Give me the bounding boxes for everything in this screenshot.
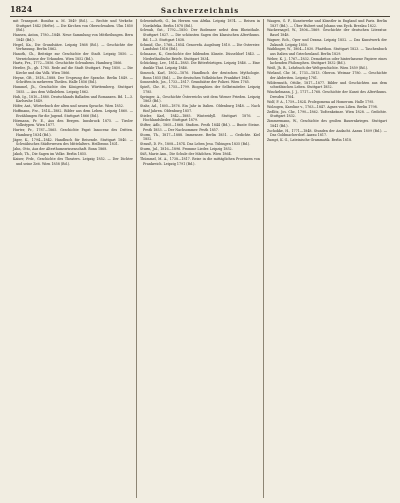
- index-entry: Sturm, Jul., 1816—1896. Fromme Lieder. Leipzig 1852.: [140, 147, 233, 152]
- index-entry: Weiß, Jh. B., Lehrbuch der Weltgeschichte. Wien 1859 (Bd.).: [267, 66, 369, 71]
- index-entry: Winckelmann, J. J., 1717—1768. Geschichte der Kunst des Alterthums. Dresden 1764.: [267, 90, 387, 99]
- index-entry: Wackernagel, W., 1806—1869. Geschichte der deutschen Literatur. Basel 1848.: [267, 28, 387, 38]
- index-entry: Stahr, Ad., 1805—1876. Ein Jahr in Italien. Oldenburg 1848. — Nach fünf Jahren. Oldenburg 1857.: [140, 104, 260, 113]
- index-entry: Schnaase, K., Geschichte der bildenden Künste. Düsseldorf 1843. — Niederländische Briefe. Stuttgart 1834.: [140, 52, 260, 61]
- index-entry: Wagner, Rch., Oper und Drama. Leipzig 1852. — Das Kunstwerk der Zukunft. Leipzig 1850.: [267, 37, 387, 47]
- index-entry: mit Transport. Bonifaz a. M. 1849 (Bd.). — Rechte und Verkehr. Stuttgart 1842 (Hefte). — Die Kirchen von Oberschwaben. Ulm 1850 (Bd.).: [13, 19, 133, 33]
- index-entry: Hub, Ig., 1810—1880. Deutschlands Balladen und Romanzen. Bd. 1—3. Karlsruhe 1849.: [13, 94, 133, 104]
- index-entry: Spieß, Chr. H., 1755—1799. Biographien der Selbstmörder. Leipzig 1785.: [140, 85, 260, 94]
- index-entry: Höfer, Ant., Wörterbuch der alten und neuen Sprache. Wien 1852.: [13, 104, 124, 109]
- index-entry: Stifter, Adb., 1805—1868. Studien. Pesth 1844 (Bd.). — Bunte Steine. Pesth 1853. — Der Nachsommer. Pesth 1857.: [140, 123, 260, 132]
- index-entry: Hörmann, Fr. E., Aus den Bergen. Innsbruck 1875. — Tiroler Volkstypen. Wien 1877.: [13, 118, 133, 128]
- column-3: [263, 19, 390, 498]
- index-entry: Strauß, D. Fr., 1808—1874. Das Leben Jesu. Tübingen 1835 (Bd.).: [140, 142, 251, 147]
- index-entry: Jakob, Th., Die Sagen im Volke. Berlin 1855.: [13, 152, 88, 157]
- index-entry: Kaiser, Frdr., Geschichte des Theaters. Leipzig 1852. — Der Dichter und seine Zeit. Wien 1858 (Bd.).: [13, 157, 133, 166]
- page-title: Sachverzeichnis: [160, 5, 240, 15]
- index-entry: Zedlitz, Jos. Chr., 1790—1862. Todtenkränze. Wien 1828. — Gedichte. Stuttgart 1832.: [267, 109, 387, 119]
- index-entry: Thümmel, M. A., 1738—1817. Reise in die mittäglichen Provinzen von Frankreich. Leipzig 1791 (Bd.).: [140, 157, 260, 166]
- index-entry: Wolf, F. A., 1759—1824. Prolegomena ad Homerum. Halle 1795.: [267, 99, 375, 104]
- index-entry: Jäger, K., 1794—1842. Handbuch für Reisende. Stuttgart 1840. — Schwäbisches Städtewesen des Mittelalters. Heilbronn 1831.: [13, 137, 133, 147]
- column-2: [136, 19, 263, 498]
- index-entry: Wolzogen, Karoline v., 1763—1847. Agnes von Lilien. Berlin 1798.: [267, 104, 378, 109]
- index-entry: Hansen, Anton, 1780—1848. Neue Sammlung von Mittheilungen. Bern 1845 (Bd.).: [13, 33, 133, 42]
- index-entry: Schwab, Gst., 1792—1850. Der Bodensee nebst dem Rheinthale. Stuttgart 1827. — Die schönsten Sagen des klassischen Alterthums. Bd. 1—3. Stuttgart 1838.: [140, 28, 260, 42]
- index-entry: Heyne, Gft., 1818—1888. Der Ursprung der Sprache. Berlin 1849. — Schriften in mehreren Theilen. Halle 1856 (Bd.).: [13, 75, 133, 85]
- index-entry: Stieler, Karl, 1842—1885. Winteridyll. Stuttgart 1876. — Hochlandslieder. Stuttgart 1879.: [140, 113, 260, 123]
- page-number: 1824: [10, 4, 33, 14]
- index-entry: Schweinfurth, G., Im Herzen von Afrika. Leipzig 1874. — Reisen in Nordafrika. Berlin 1878 (Bd.).: [140, 19, 260, 28]
- index-entry: Zimmermann, W., Geschichte des großen Bauernkrieges. Stuttgart 1841 (Bd.).: [267, 119, 387, 128]
- index-entry: Springer, A., Geschichte Österreichs seit dem Wiener Frieden. Leipzig 1863 (Bd.).: [140, 94, 260, 104]
- index-entry: Hartz, Frz., 1772—1856. Geschichte Schwabens. Hamburg 1866.: [13, 61, 123, 66]
- index-entry: Süß, Marie Ann., Die Schule der Mädchen. Wien 1864.: [140, 152, 232, 157]
- columns: [10, 19, 390, 498]
- index-entry: Weber, K. J., 1767—1832. Demokritos oder hinterlassene Papiere eines lachenden Philosophen. Stuttgart 1832 (Bd.).: [267, 56, 387, 66]
- index-entry: Storm, Th., 1817—1888. Immensee. Berlin 1851. — Gedichte. Kiel 1852.: [140, 132, 260, 142]
- index-entry: Jahn, Otto, Aus der Alterthumswissenschaft. Bonn 1868.: [13, 147, 108, 152]
- header-rule: [10, 16, 390, 17]
- index-entry: Hanoth, Ch., Beiträge zur Geschichte der Stadt. Leipzig 1850. — Verzeichnisse der Urkunden. Wien 1852 (Bd.).: [13, 52, 133, 61]
- index-entry: Wieland, Chr. M., 1733—1813. Oberon. Weimar 1780. — Geschichte der Abderiten. Leipzig 1781.: [267, 71, 387, 80]
- index-entry: Schmid, Chr., 1768—1854. Genovefa. Augsburg 1810. — Die Ostereier. Landshut 1816 (Bd.).: [140, 42, 260, 52]
- index-entry: Hegel, Ka., Die Grundsätze. Leipzig 1868 (Bd.). — Geschichte der Verfassung. Berlin 1862.: [13, 42, 133, 52]
- index-entry: Zumpt, K. G., Lateinische Grammatik. Berlin 1818.: [267, 138, 353, 143]
- index-entry: Wildermuth, Ottilie, 1817—1877. Bilder und Geschichten aus dem schwäbischen Leben. Stuttgart 1852.: [267, 80, 387, 90]
- index-entry: Hummel, Jh., Geschichte des Königreichs Württemberg. Stuttgart 1855. — Aus dem Volksleben. Leipzig 1862.: [13, 85, 133, 94]
- index-entry: Hoffmann, Frz., 1814—1882. Bilder aus dem Leben. Leipzig 1860. — Erzählungen für die Jugend. Stuttgart 1866 (Bd.).: [13, 109, 133, 118]
- index-entry: Waiblinger, W., 1804—1830. Phaëthon. Stuttgart 1823. — Taschenbuch aus Italien und Griechenland. Berlin 1829.: [267, 47, 387, 56]
- index-entry: Zschokke, H., 1771—1848. Stunden der Andacht. Aarau 1809 (Bd.). — Das Goldmacherdorf. Aarau 1817.: [267, 128, 387, 138]
- index-entry: Waagen, G. F., Kunstwerke und Künstler in England und Paris. Berlin 1837 (Bd.). — Über Hubert und Johann van Eyck. Breslau 1822.: [267, 19, 387, 28]
- index-entry: Herder, Jh., gb. 1785. Rede auf die Stadt Stuttgart. Prag 1850. — Die Kirche und das Volk. Wien 1866.: [13, 66, 133, 75]
- index-entry: Schücking, Lev., 1814—1883. Die Ritterbürtigen. Leipzig 1846. — Eine dunkle That. Leipzig 1846.: [140, 61, 260, 71]
- index-entry: Sonnenfels, Jos., 1733—1817. Grundsätze der Polizei. Wien 1765.: [140, 80, 250, 85]
- page-header: [10, 4, 390, 16]
- column-1: [10, 19, 136, 498]
- index-entry: Simrock, Karl, 1802—1876. Handbuch der deutschen Mythologie. Bonn 1855 (Bd.). — Die deutschen Volksbücher. Frankfurt 1845.: [140, 70, 260, 80]
- index-entry: Hurter, Fr., 1787—1865. Geschichte Papst Innocenz des Dritten. Hamburg 1834 (Bd.).: [13, 128, 133, 137]
